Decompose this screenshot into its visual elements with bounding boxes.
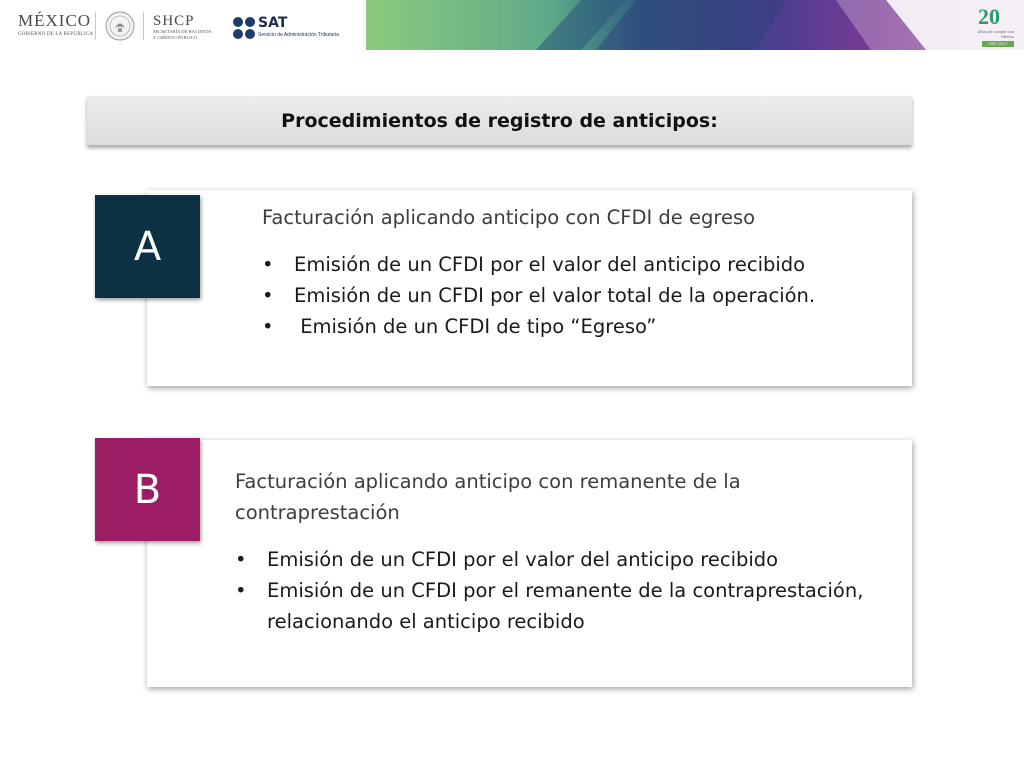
anniversary-number: 20 [978,4,1000,29]
bullet-item [262,249,902,280]
bullet-item [262,280,902,311]
anniversary-years: 1997-2017 [982,41,1014,47]
section-b-bullet-list [235,544,905,637]
sat-logo [232,16,357,40]
section-b-card [147,440,912,687]
bullet-text: Emisión de un CFDI por el valor del anticipo recibido [267,548,779,571]
bullet-icon: • [262,315,274,338]
sat-dots-icon [232,16,256,40]
section-a-letter-tile [95,195,200,298]
section-a-letter: A [133,223,162,270]
section-a-bullet-list [262,249,902,342]
title-bar [87,96,912,145]
shcp-logo-subtitle-2: Y CRÉDITO PÚBLICO [153,35,198,40]
bullet-icon: • [235,579,247,602]
bullet-icon: • [262,253,274,276]
bullet-text: Emisión de un CFDI de tipo “Egreso” [294,315,657,338]
bullet-item [235,544,905,575]
bullet-text: Emisión de un CFDI por el valor total de la operación. [294,284,816,307]
bullet-item [235,575,905,637]
header-banner [366,0,1024,50]
bullet-text: Emisión de un CFDI por el valor del anticipo recibido [294,253,806,276]
coat-of-arms-icon [105,11,135,41]
anniversary-logo [972,6,1018,48]
bullet-text: Emisión de un CFDI por el remanente de la contraprestación, relacionando el anticipo recibido [267,579,864,633]
mexico-logo-subtitle: GOBIERNO DE LA REPÚBLICA [18,32,94,37]
anniversary-text: Años de cumplir con México [977,29,1014,39]
header-strip [0,0,1024,50]
mexico-logo [18,11,94,37]
section-b-subtitle: Facturación aplicando anticipo con remanente de la contraprestación [235,470,741,524]
bullet-item [262,311,902,342]
section-b-letter: B [133,466,162,513]
logo-divider [143,12,144,40]
bullet-icon: • [262,284,274,307]
sat-logo-subtitle: Servicio de Administración Tributaria [258,32,339,38]
section-b-letter-tile [95,438,200,541]
shcp-logo-subtitle-1: SECRETARÍA DE HACIENDA [153,29,212,34]
bullet-icon: • [235,548,247,571]
page-title: Procedimientos de registro de anticipos: [281,109,718,132]
logo-divider [95,12,96,40]
section-a-subtitle: Facturación aplicando anticipo con CFDI de egreso [262,206,756,229]
section-a-content [262,202,902,342]
section-b-content [235,466,905,637]
sat-logo-title: SAT [258,15,288,31]
section-a-card [147,190,912,386]
shcp-logo [153,13,223,41]
shcp-logo-title: SHCP [153,13,195,29]
mexico-logo-title: MÉXICO [18,11,92,30]
